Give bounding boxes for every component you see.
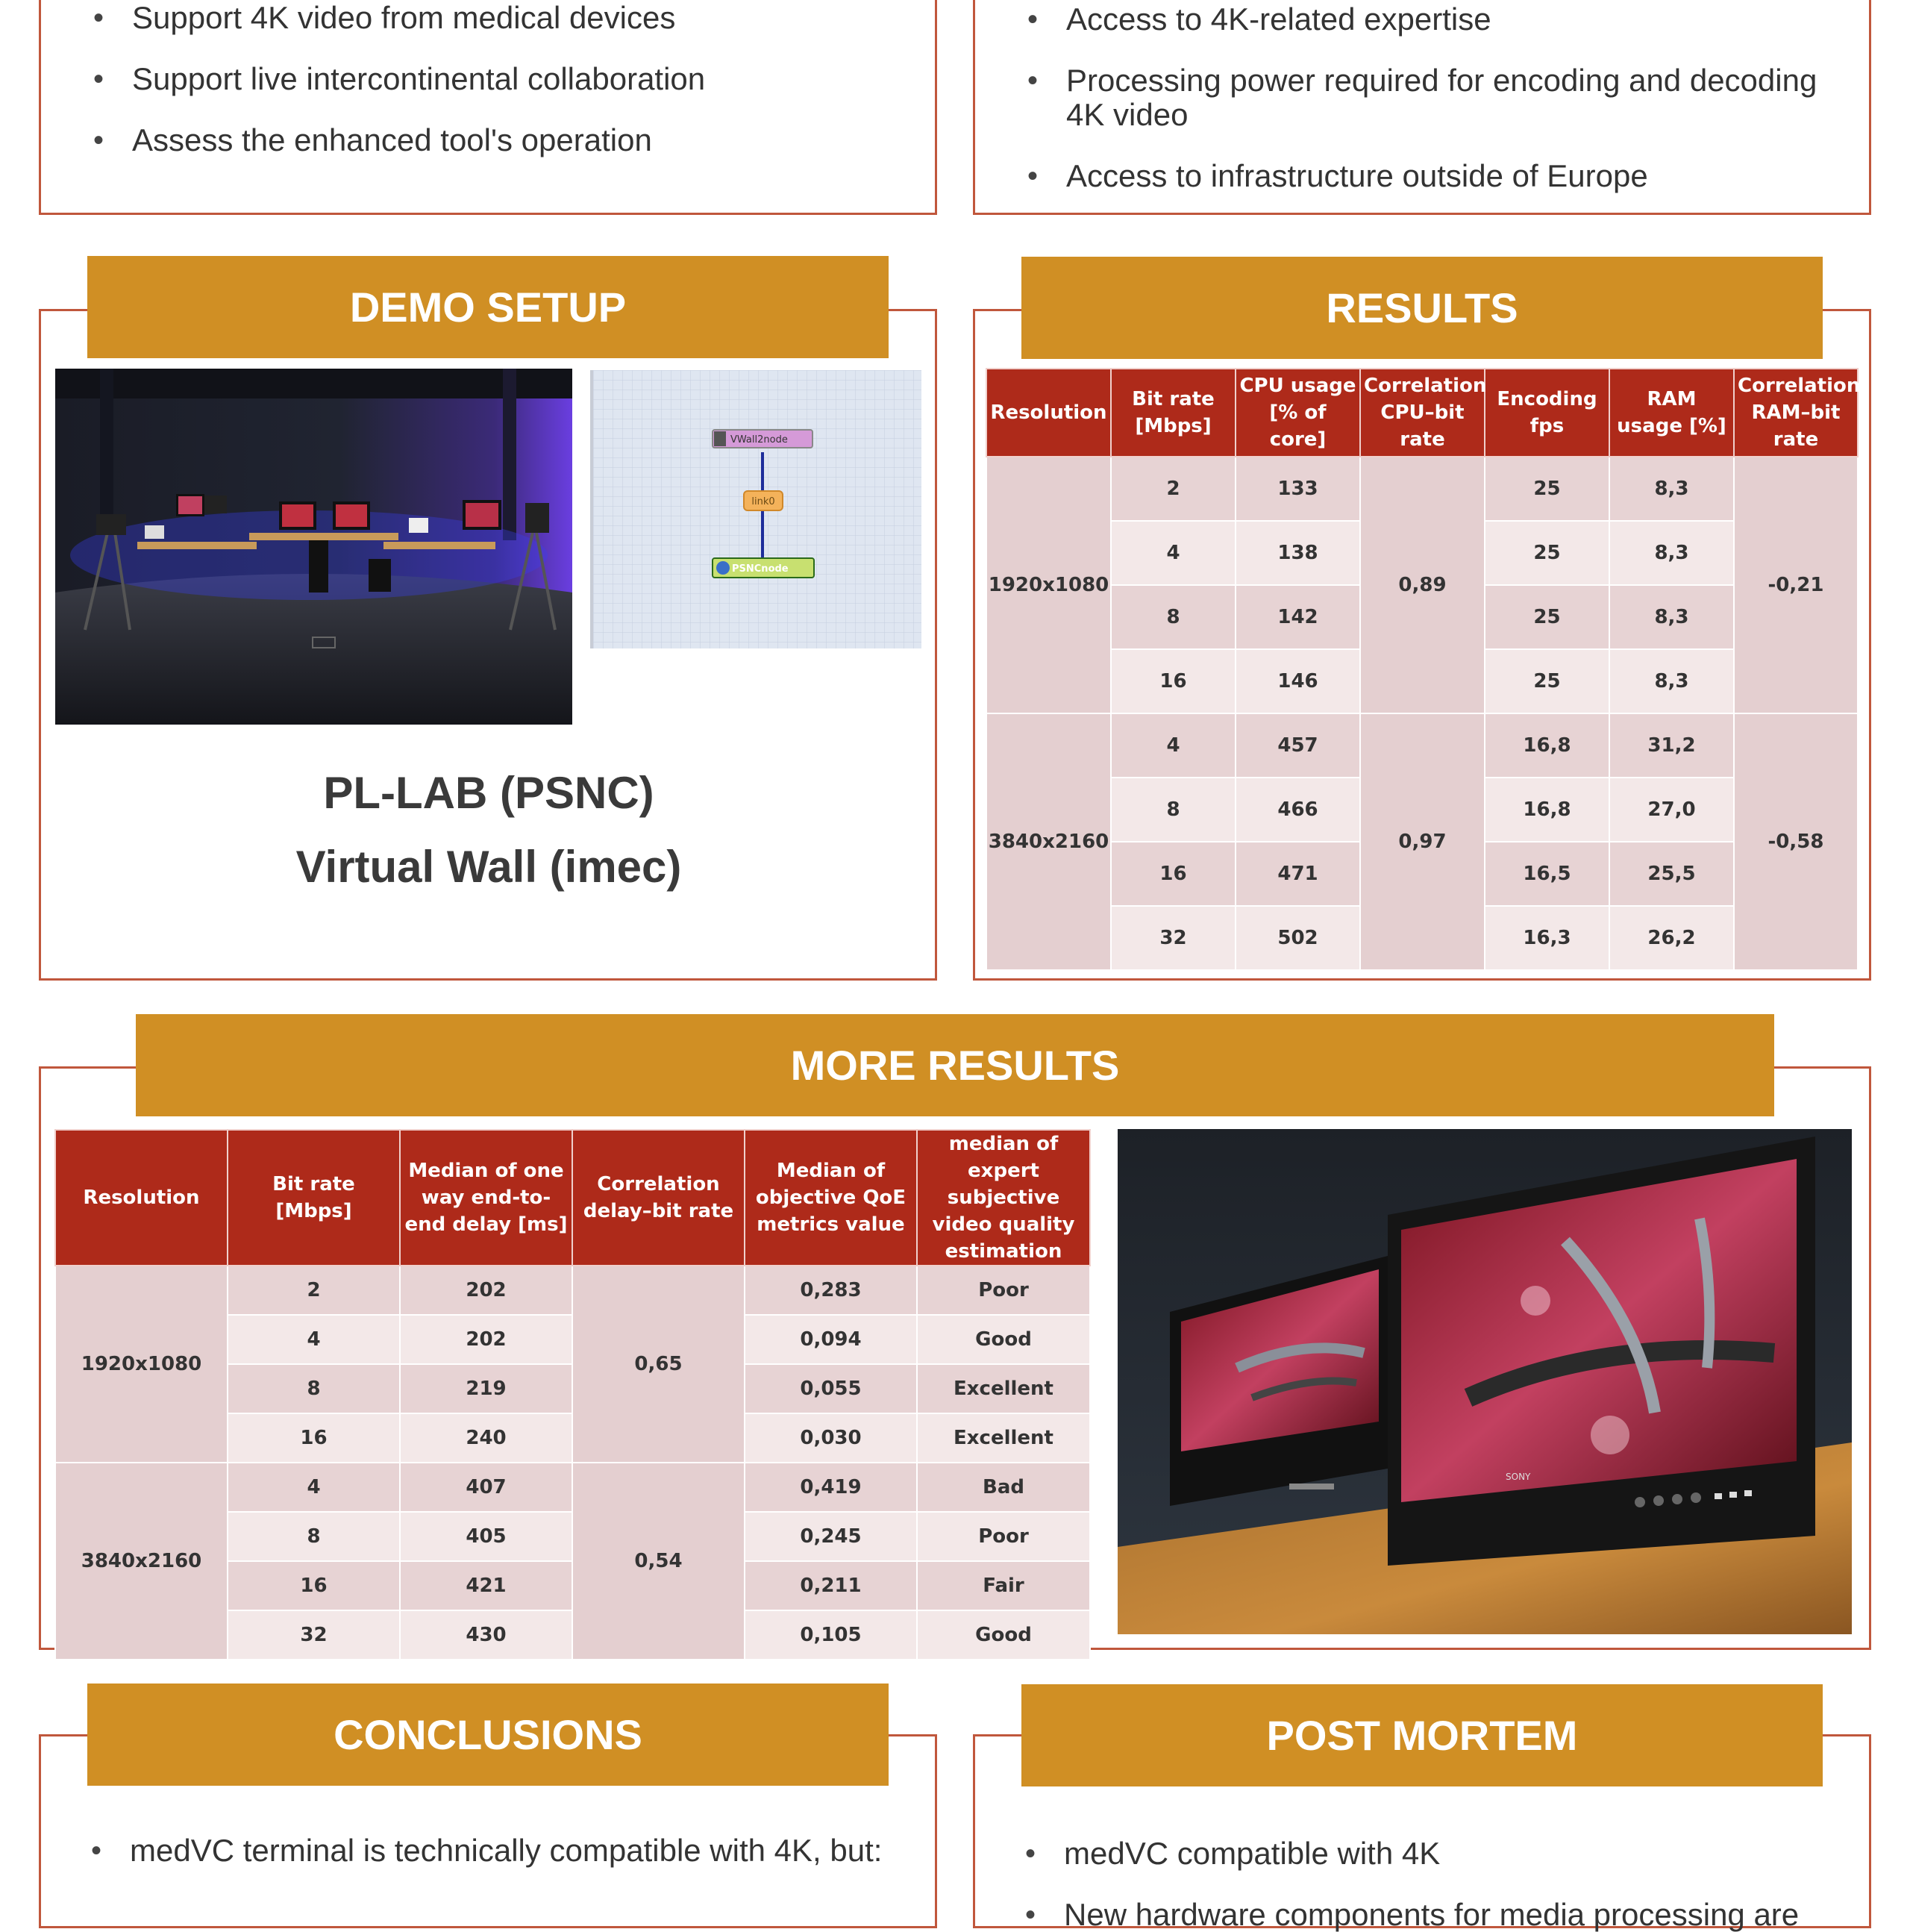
more-results-title: MORE RESULTS <box>136 1014 1774 1116</box>
correlation-cell: 0,97 <box>1360 713 1485 970</box>
table-cell: 16 <box>228 1413 400 1463</box>
table-cell: 16 <box>1111 649 1236 713</box>
table-cell: 16 <box>228 1561 400 1610</box>
table-cell: Poor <box>917 1266 1090 1315</box>
correlation-cell: -0,58 <box>1734 713 1858 970</box>
list-item: • Processing power required for encoding and decoding 4K video <box>1027 63 1818 132</box>
node-vwall2node: VWall2node <box>730 434 788 446</box>
table-cell: 2 <box>1111 457 1236 521</box>
table-cell: 4 <box>228 1463 400 1512</box>
post-mortem-list <box>1025 1836 1861 1932</box>
table-row <box>55 1266 1090 1315</box>
table-cell: 457 <box>1236 713 1360 778</box>
table-cell: 8 <box>228 1512 400 1561</box>
demo-caption-virtual-wall: Virtual Wall (imec) <box>295 842 682 892</box>
table-cell: 0,030 <box>745 1413 917 1463</box>
column-header: Encoding fps <box>1485 369 1609 457</box>
table-cell: 31,2 <box>1609 713 1734 778</box>
table-cell: 0,105 <box>745 1610 917 1660</box>
table-cell: 430 <box>400 1610 572 1660</box>
list-item: • Assess the enhanced tool's operation <box>93 123 914 157</box>
column-header: RAM usage [%] <box>1609 369 1734 457</box>
table-cell: 8,3 <box>1609 457 1734 521</box>
column-header: Median of objective QoE metrics value <box>745 1130 917 1266</box>
table-cell: 4 <box>1111 713 1236 778</box>
table-cell: 0,094 <box>745 1315 917 1364</box>
table-cell: 138 <box>1236 521 1360 585</box>
table-cell: 407 <box>400 1463 572 1512</box>
list-item: • Access to infrastructure outside of Europe <box>1027 159 1818 193</box>
monitor-brand-label: SONY <box>1506 1472 1531 1482</box>
correlation-cell: -0,21 <box>1734 457 1858 713</box>
table-cell: 142 <box>1236 585 1360 649</box>
table-cell: 8,3 <box>1609 521 1734 585</box>
requirements-box <box>973 0 1871 215</box>
list-item: • Access to 4K-related expertise <box>1027 2 1818 37</box>
table-cell: 219 <box>400 1364 572 1413</box>
more-results-table <box>54 1129 1091 1660</box>
table-cell: 0,283 <box>745 1266 917 1315</box>
column-header: Correlation CPU–bit rate <box>1360 369 1485 457</box>
results-table <box>986 368 1859 971</box>
table-cell: Excellent <box>917 1413 1090 1463</box>
table-cell: 8 <box>1111 778 1236 842</box>
table-cell: 25,5 <box>1609 842 1734 906</box>
table-cell: 26,2 <box>1609 906 1734 970</box>
table-cell: 0,055 <box>745 1364 917 1413</box>
objectives-box <box>39 0 937 215</box>
table-cell: 32 <box>228 1610 400 1660</box>
column-header: Resolution <box>986 369 1111 457</box>
table-cell: 8 <box>228 1364 400 1413</box>
table-cell: 16 <box>1111 842 1236 906</box>
table-cell: 16,8 <box>1485 778 1609 842</box>
table-cell: 0,211 <box>745 1561 917 1610</box>
table-cell: 8,3 <box>1609 585 1734 649</box>
resolution-cell: 1920x1080 <box>55 1266 228 1463</box>
resolution-cell: 1920x1080 <box>986 457 1111 713</box>
conclusions-list <box>91 1833 897 1868</box>
table-cell: 16,3 <box>1485 906 1609 970</box>
table-cell: 4 <box>1111 521 1236 585</box>
column-header: Correlation RAM–bit rate <box>1734 369 1858 457</box>
column-header: median of expert subjective video quality estimation <box>917 1130 1090 1266</box>
table-cell: Bad <box>917 1463 1090 1512</box>
list-item: • Support 4K video from medical devices <box>93 1 914 35</box>
column-header: Bit rate [Mbps] <box>1111 369 1236 457</box>
table-cell: 27,0 <box>1609 778 1734 842</box>
column-header: Median of one way end-to-end delay [ms] <box>400 1130 572 1266</box>
column-header: Correlation delay–bit rate <box>572 1130 745 1266</box>
table-cell: 8,3 <box>1609 649 1734 713</box>
resolution-cell: 3840x2160 <box>986 713 1111 970</box>
table-cell: 0,245 <box>745 1512 917 1561</box>
table-cell: 25 <box>1485 521 1609 585</box>
table-cell: 8 <box>1111 585 1236 649</box>
table-cell: 133 <box>1236 457 1360 521</box>
node-psncnode: PSNCnode <box>732 563 789 575</box>
table-cell: 4 <box>228 1315 400 1364</box>
resolution-cell: 3840x2160 <box>55 1463 228 1660</box>
post-mortem-title: POST MORTEM <box>1021 1684 1823 1786</box>
demo-caption-pl-lab: PL-LAB (PSNC) <box>323 768 654 818</box>
correlation-cell: 0,54 <box>572 1463 745 1660</box>
table-cell: 405 <box>400 1512 572 1561</box>
table-cell: 25 <box>1485 585 1609 649</box>
list-item: • Support live intercontinental collaboration <box>93 62 914 96</box>
list-item: • New hardware components for media processing are <box>1025 1898 1861 1932</box>
list-item: • medVC compatible with 4K <box>1025 1836 1861 1871</box>
requirements-list <box>1027 2 1818 193</box>
column-header: Bit rate [Mbps] <box>228 1130 400 1266</box>
results-title: RESULTS <box>1021 257 1823 359</box>
studio-photo <box>55 369 572 725</box>
table-cell: 421 <box>400 1561 572 1610</box>
table-cell: 202 <box>400 1315 572 1364</box>
table-cell: Good <box>917 1610 1090 1660</box>
table-row <box>986 457 1858 521</box>
column-header: CPU usage [% of core] <box>1236 369 1360 457</box>
correlation-cell: 0,89 <box>1360 457 1485 713</box>
demo-setup-title: DEMO SETUP <box>87 256 889 358</box>
list-item: • medVC terminal is technically compatible with 4K, but: <box>91 1833 897 1868</box>
table-cell: 146 <box>1236 649 1360 713</box>
table-cell: Excellent <box>917 1364 1090 1413</box>
objectives-list <box>93 1 914 157</box>
link-label: link0 <box>751 496 775 507</box>
table-cell: Good <box>917 1315 1090 1364</box>
table-cell: 202 <box>400 1266 572 1315</box>
table-cell: 2 <box>228 1266 400 1315</box>
table-cell: 0,419 <box>745 1463 917 1512</box>
table-row <box>986 713 1858 778</box>
table-cell: 32 <box>1111 906 1236 970</box>
table-cell: 25 <box>1485 457 1609 521</box>
table-cell: 25 <box>1485 649 1609 713</box>
table-row <box>55 1463 1090 1512</box>
table-cell: Poor <box>917 1512 1090 1561</box>
monitors-photo <box>1118 1129 1852 1634</box>
column-header: Resolution <box>55 1130 228 1266</box>
table-cell: 502 <box>1236 906 1360 970</box>
table-cell: 466 <box>1236 778 1360 842</box>
table-cell: Fair <box>917 1561 1090 1610</box>
table-cell: 240 <box>400 1413 572 1463</box>
table-cell: 16,5 <box>1485 842 1609 906</box>
table-cell: 16,8 <box>1485 713 1609 778</box>
table-cell: 471 <box>1236 842 1360 906</box>
conclusions-title: CONCLUSIONS <box>87 1684 889 1786</box>
topology-diagram <box>590 370 921 648</box>
correlation-cell: 0,65 <box>572 1266 745 1463</box>
